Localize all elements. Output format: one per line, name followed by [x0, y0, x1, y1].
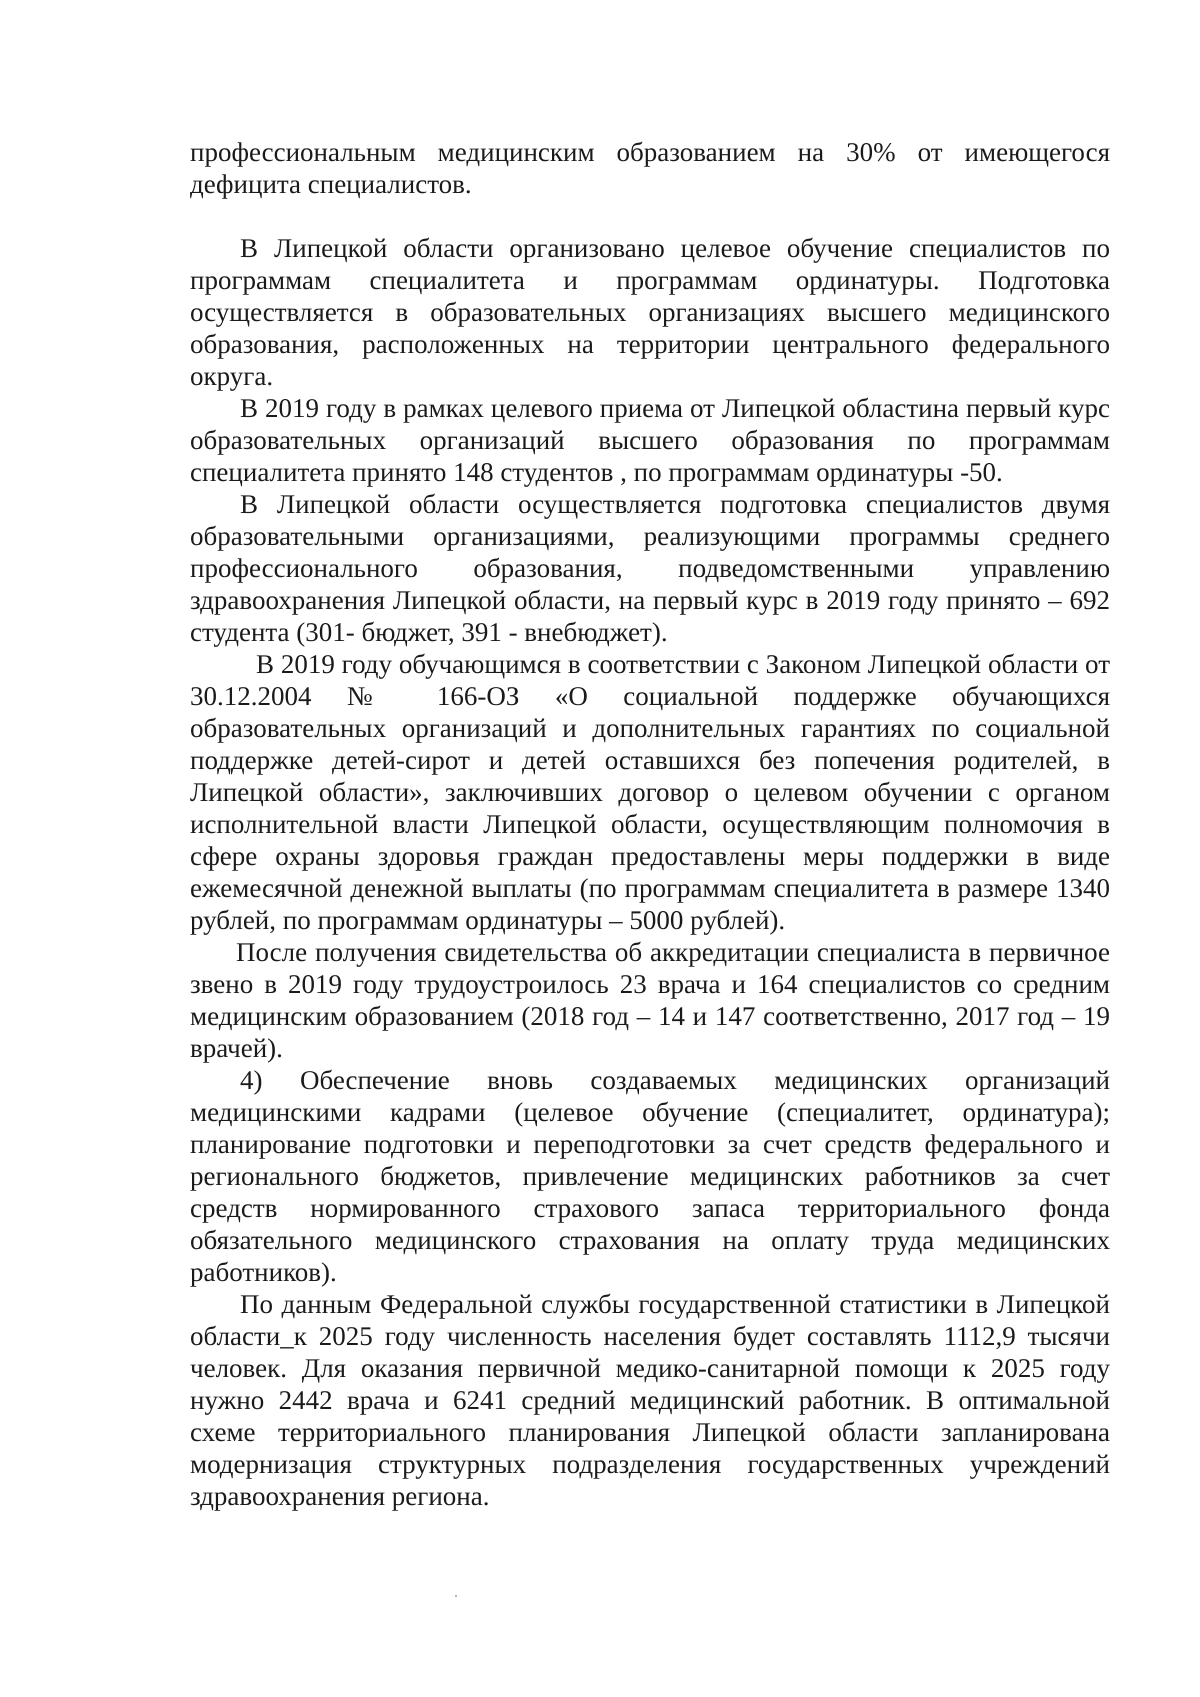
paragraph-secondary-education: В Липецкой области осуществляется подготовка специалистов двумя образовательными организациями, реализующими программы среднего профессионального образования, подведомственными управлению здравоохранения Липецкой области, на первый курс в 2019 году принято – 692 студента (301- бюджет, 391 - внебюджет). [190, 489, 1110, 647]
paragraph-admission-2019: В 2019 году в рамках целевого приема от Липецкой областина первый курс образовательных организаций высшего образования по программам специалитета принято 148 студентов , по программам ординатуры -50. [190, 393, 1110, 487]
paragraph-accreditation: После получения свидетельства об аккредитации специалиста в первичное звено в 2019 году трудоустроилось 23 врача и 164 специалистов со средним медицинским образованием (2018 год – 14 и 147 соответственно, 2017 год – 19 врачей). [190, 937, 1110, 1063]
paragraph-staffing: 4) Обеспечение вновь создаваемых медицинских организаций медицинскими кадрами (целевое обучение (специалитет, ординатура); планирование подготовки и переподготовки за счет средств федерального и регионального бюджетов, привлечение медицинских работников за счет средств нормированного страхового запаса территориального фонда обязательного медицинского страхования на оплату труда медицинских работников). [190, 1065, 1110, 1287]
paragraph-statistics-2025: По данным Федеральной службы государственной статистики в Липецкой области_к 2025 году численность населения будет составлять 1112,9 тысячи человек. Для оказания первичной медико-санитарной помощи к 2025 году нужно 2442 врача и 6241 средний медицинский работник. В оптимальной схеме территориального планирования Липецкой области запланирована модернизация структурных подразделения государственных учреждений здравоохранения региона. [190, 1289, 1110, 1511]
paragraph-deficit: профессиональным медицинским образованием на 30% от имеющегося дефицита специалистов. [190, 137, 1110, 199]
document-body [190, 136, 1110, 1512]
paragraph-target-training: В Липецкой области организовано целевое обучение специалистов по программам специалитета и программам ординатуры. Подготовка осуществляется в образовательных организациях высшего медицинского образования, расположенных на территории центрального федерального округа. [190, 233, 1110, 391]
paragraph-social-support: В 2019 году обучающимся в соответствии с Законом Липецкой области от 30.12.2004 № 166-ОЗ «О социальной поддержке обучающихся образовательных организаций и дополнительных гарантиях по социальной поддержке детей-сирот и детей оставшихся без попечения родителей, в Липецкой области», заключивших договор о целевом обучении с органом исполнительной власти Липецкой области, осуществляющим полномочия в сфере охраны здоровья граждан предоставлены меры поддержки в виде ежемесячной денежной выплаты (по программам специалитета в размере 1340 рублей, по программам ординатуры – 5000 рублей). [190, 649, 1110, 935]
scan-speck-decoration [455, 1595, 457, 1597]
